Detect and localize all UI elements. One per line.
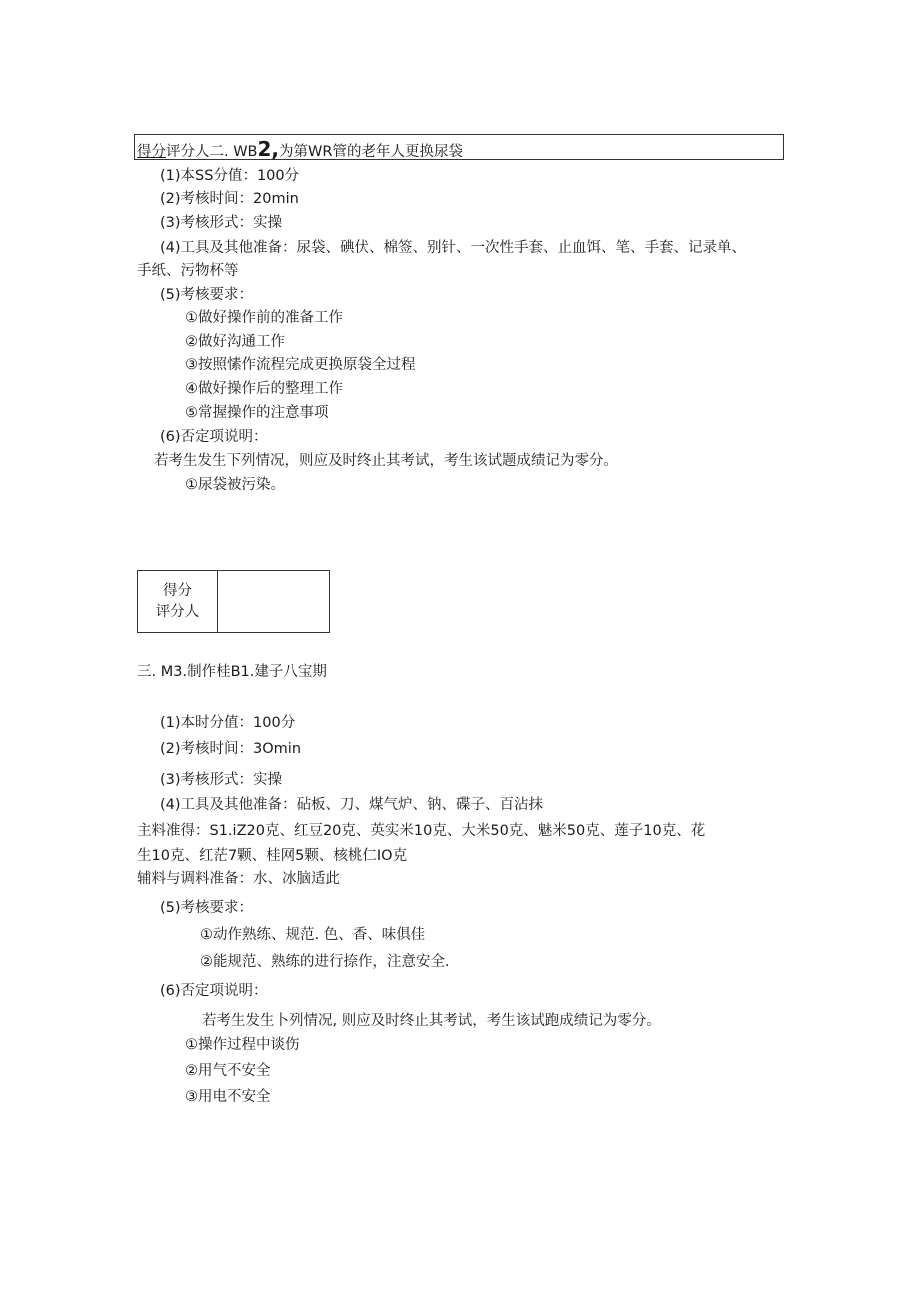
- header-big-number: 2,: [257, 137, 280, 161]
- s3-neg-2: ②用气不安全: [185, 1063, 271, 1079]
- header-grader-prefix: 评分人二. WB: [166, 144, 258, 160]
- s3-req-2: ②能规范、熟练的进行捺作，注意安全.: [200, 954, 450, 970]
- s2-neg-1: ①尿袋被污染。: [185, 477, 285, 493]
- s3-ingredients-1: 主料准得：S1.iZ20克、红豆20克、英实米10克、大米50克、魅米50克、莲子10克、花: [137, 823, 706, 839]
- s2-req-3: ③按照愫作流程完成更换原袋全过程: [185, 357, 416, 373]
- s2-req-1: ①做好操作前的准备工作: [185, 310, 343, 326]
- s3-condition: 若考生发生卜列情况, 则应及时终止其考试，考生该试跑成绩记为零分。: [202, 1013, 661, 1029]
- header-title: 为第WR管的老年人更换尿袋: [279, 144, 463, 160]
- s2-line-negation: (6)否定项说明：: [160, 429, 268, 445]
- score-table: [137, 570, 330, 633]
- s3-requirements: (5)考核要求：: [160, 900, 254, 916]
- table-divider: [217, 571, 218, 632]
- s2-line-2: (2)考核时间：20min: [160, 191, 299, 207]
- s3-ingredients-2: 生10克、红茫7颗、桂网5颗、核桃仁IO克: [137, 848, 408, 864]
- s3-line-1: (1)本时分值：100分: [160, 715, 296, 731]
- s2-line-1: (1)本SS分值：100分: [160, 168, 300, 184]
- s3-line-2: (2)考核时间：3Omin: [160, 741, 302, 757]
- header-score-label: 得分: [137, 144, 166, 160]
- s3-negation: (6)否定项说明：: [160, 983, 268, 999]
- s2-line-6: (5)考核要求：: [160, 287, 254, 303]
- s3-line-3: (3)考核形式：实操: [160, 772, 283, 788]
- section3-title: 三. M3.制作桂B1.建子八宝期: [137, 664, 327, 680]
- s2-line-4: (4)工具及其他准备：尿袋、碘伏、棉签、别针、一次性手套、止血饵、笔、手套、记录单、: [160, 240, 747, 256]
- s2-line-3: (3)考核形式：实操: [160, 215, 283, 231]
- section-header: [137, 139, 463, 162]
- s2-req-5: ⑤常握操作的注意事项: [185, 405, 329, 421]
- s2-req-2: ②做好沟通工作: [185, 334, 285, 350]
- s3-neg-3: ③用电不安全: [185, 1089, 271, 1105]
- s3-req-1: ①动作熟练、规范. 色、香、味俱佳: [200, 927, 426, 943]
- s3-line-4: (4)工具及其他准备：砧板、刀、煤气炉、钠、碟子、百沾抹: [160, 797, 544, 813]
- s2-line-5: 手纸、污物杯等: [137, 263, 239, 279]
- grader-label: 评分人: [155, 604, 200, 620]
- s3-seasoning: 辅料与调料准备：水、冰脑适此: [137, 871, 340, 887]
- s3-neg-1: ①操作过程中谈伤: [185, 1037, 300, 1053]
- score-label: 得分: [163, 583, 192, 599]
- s2-line-condition: 若考生发生下列情况，则应及时终止其考试，考生该试题成绩记为零分。: [154, 453, 618, 469]
- s2-req-4: ④做好操作后的整理工作: [185, 381, 343, 397]
